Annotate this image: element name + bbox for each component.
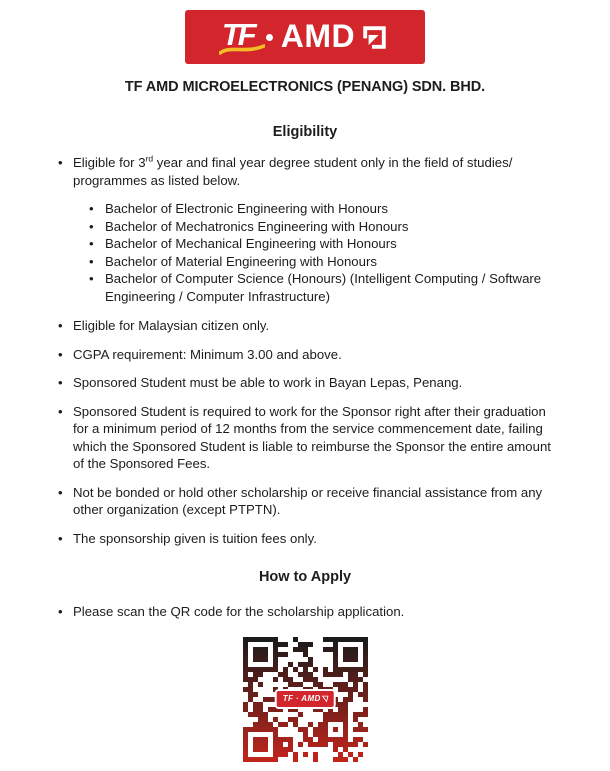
intro-text-pre: Eligible for 3: [73, 155, 146, 170]
programme-item: • Bachelor of Mechatronics Engineering with Honours: [88, 218, 564, 236]
bullet-item: • Sponsored Student is required to work for the Sponsor right after their graduation for a minimum period of 12 months from the service commencement date, failing which the Sponsored Student is liable to reimburse the Sponsor the entire amount of the Sponsored Fees.: [57, 403, 564, 473]
eligibility-heading: Eligibility: [272, 124, 338, 140]
programme-item: • Bachelor of Electronic Engineering with Honours: [88, 200, 564, 218]
programme-item: • Bachelor of Material Engineering with Honours: [88, 253, 564, 271]
qr-logo-badge: TF · AMD◹: [277, 691, 334, 707]
bullet-item: • Please scan the QR code for the scholarship application.: [57, 603, 564, 621]
swoosh-icon: [219, 44, 265, 56]
bullet-item: • Sponsored Student must be able to work in Bayan Lepas, Penang.: [57, 374, 564, 392]
tf-text: TF: [221, 16, 254, 52]
bullet-item: • The sponsorship given is tuition fees only.: [57, 530, 564, 548]
eligibility-section: [0, 154, 610, 547]
intro-text-post: year and final year degree student only in the field of studies/ programmes as listed below.: [73, 155, 513, 188]
bullet-intro: [57, 154, 564, 305]
how-to-apply-heading: How to Apply: [258, 569, 352, 585]
programme-item: • Bachelor of Mechanical Engineering with Honours: [88, 235, 564, 253]
qr-code: [243, 637, 368, 762]
amd-letters: AMD: [280, 18, 356, 54]
programmes-list: [88, 200, 564, 305]
apply-list: [57, 603, 564, 621]
logo-separator-dot: [266, 34, 273, 41]
bullet-item: • CGPA requirement: Minimum 3.00 and above.: [57, 346, 564, 364]
amd-arrow-icon: [361, 24, 388, 51]
ordinal-suffix: rd: [145, 153, 154, 164]
eligibility-list: [57, 154, 564, 547]
company-title: TF AMD MICROELECTRONICS (PENANG) SDN. BHD.: [124, 79, 486, 95]
tfamd-logo: [185, 10, 425, 64]
bullet-item: • Eligible for Malaysian citizen only.: [57, 317, 564, 335]
tf-letters: [221, 16, 260, 52]
programme-item: • Bachelor of Computer Science (Honours) (Intelligent Computing / Software Engineering / Computer Infrastructure): [88, 270, 564, 305]
how-to-apply-section: [0, 603, 610, 621]
bullet-item: • Not be bonded or hold other scholarship or receive financial assistance from any other organization (except PTPTN).: [57, 484, 564, 519]
